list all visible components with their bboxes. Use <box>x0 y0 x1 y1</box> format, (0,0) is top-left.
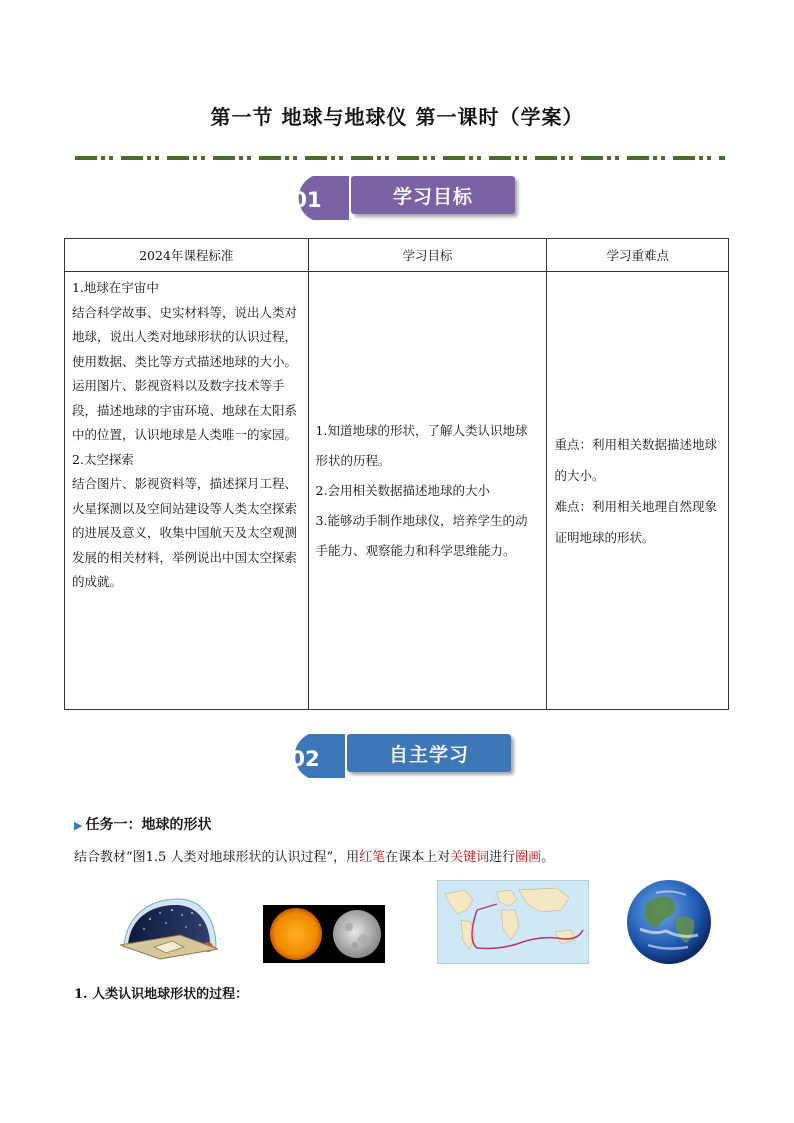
objective-item: 3.能够动手制作地球仪，培养学生的动手能力、观察能力和科学思维能力。 <box>315 512 528 558</box>
instruction-part: 。 <box>541 850 555 865</box>
table-header-row <box>65 239 729 272</box>
difficult-point: 难点：利用相关地理自然现象证明地球的形状。 <box>554 498 717 545</box>
section-title: 自主学习 <box>347 734 511 772</box>
section-number: 02 <box>290 747 320 771</box>
dome-sky-illustration <box>120 895 218 961</box>
earth-globe-photo <box>626 879 712 965</box>
table-header: 学习重难点 <box>547 239 729 272</box>
triangle-bullet-icon: ▶ <box>74 819 83 832</box>
table-row <box>65 272 729 710</box>
curriculum-standard-cell <box>65 272 309 710</box>
section-number-circle <box>273 732 345 780</box>
instruction-part: 结合教材“图1.5 人类对地球形状的认识过程”，用 <box>74 850 360 865</box>
table-header: 学习目标 <box>308 239 547 272</box>
decorative-divider <box>75 155 725 161</box>
standard-heading: 2.太空探索 <box>72 451 134 467</box>
page-title: 第一节 地球与地球仪 第一课时（学案） <box>210 105 584 129</box>
sun-and-moon-photo <box>263 905 385 963</box>
task-title: 任务一：地球的形状 <box>85 817 212 833</box>
learning-goals-table <box>64 238 729 710</box>
instruction-part: 进行 <box>489 850 516 865</box>
instruction-highlight: 圈画 <box>515 850 542 865</box>
instruction-part: 在课本上对 <box>385 850 451 865</box>
standard-text: 结合图片、影视资料等，描述探月工程、火星探测以及空间站建设等人类太空探索的进展及意义，收集中国航天及太空观测发展的相关材料，举例说出中国太空探索的成就。 <box>72 476 298 589</box>
learning-objective-cell <box>308 272 547 710</box>
key-points-cell <box>547 272 729 710</box>
instruction-highlight: 红笔 <box>359 850 386 865</box>
question-1: 1. 人类认识地球形状的过程： <box>74 987 249 1002</box>
objective-item: 1.知道地球的形状，了解人类认识地球形状的历程。 <box>315 422 528 468</box>
section-number-circle <box>277 174 349 222</box>
instruction-highlight: 关键词 <box>450 850 490 865</box>
standard-text: 结合科学故事、史实材料等，说出人类对地球，说出人类对地球形状的认识过程，使用数据、类比等方式描述地球的大小。运用图片、影视资料以及数字技术等手段，描述地球的宇宙环境、地球在太阳系中的位置，认识地球是人类唯一的家园。 <box>72 304 298 442</box>
world-voyage-map <box>437 880 589 964</box>
section-number: 01 <box>292 188 322 212</box>
table-header: 2024年课程标准 <box>65 239 309 272</box>
task-heading <box>74 814 211 834</box>
section-title: 学习目标 <box>351 176 515 214</box>
objective-item: 2.会用相关数据描述地球的大小 <box>315 482 490 498</box>
standard-heading: 1.地球在宇宙中 <box>72 280 159 295</box>
instruction-text <box>74 846 554 865</box>
key-point: 重点：利用相关数据描述地球的大小。 <box>554 436 717 483</box>
